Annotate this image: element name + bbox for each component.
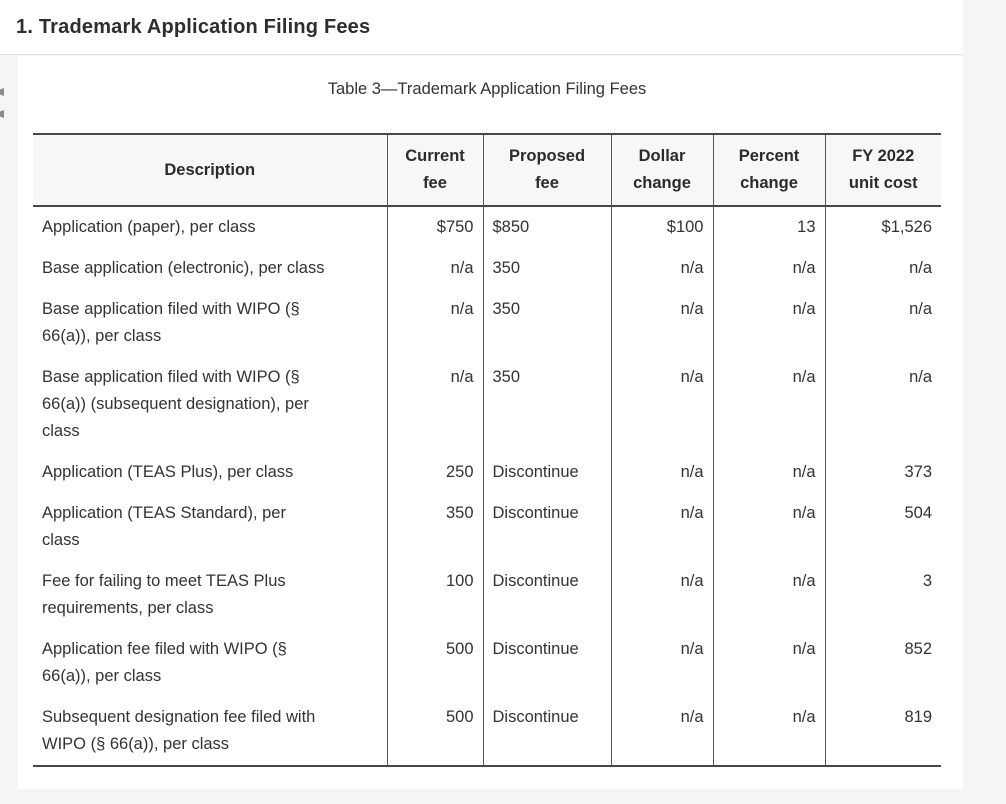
fee-table-header <box>33 134 941 206</box>
table-row <box>33 248 941 289</box>
section-heading: 1. Trademark Application Filing Fees <box>16 16 371 38</box>
cell-proposed_fee: Discontinue <box>483 629 611 697</box>
column-header-dollar_change: Dollar change <box>611 134 713 206</box>
cell-dollar_change: n/a <box>611 493 713 561</box>
left-edge-arrow-icon <box>0 88 4 96</box>
cell-current_fee: 100 <box>387 561 483 629</box>
cell-description: Application (paper), per class <box>42 218 256 236</box>
cell-percent_change: n/a <box>713 697 825 766</box>
column-header-proposed_fee: Proposed fee <box>483 134 611 206</box>
cell-percent_change: n/a <box>713 452 825 493</box>
cell-dollar_change: n/a <box>611 248 713 289</box>
cell-description: Application (TEAS Standard), per class <box>42 504 286 549</box>
table-row <box>33 493 941 561</box>
table-row <box>33 697 941 766</box>
fee-table-body <box>33 206 941 766</box>
cell-proposed_fee: Discontinue <box>483 561 611 629</box>
cell-proposed_fee: Discontinue <box>483 493 611 561</box>
cell-description: Fee for failing to meet TEAS Plus requirements, per class <box>42 572 286 617</box>
left-edge-arrow-icon <box>0 110 4 118</box>
column-header-description: Description <box>33 134 387 206</box>
column-header-current_fee: Current fee <box>387 134 483 206</box>
cell-description: Subsequent designation fee filed with WIPO (§ 66(a)), per class <box>42 708 316 753</box>
cell-fy2022_unit_cost: 373 <box>825 452 941 493</box>
cell-percent_change: n/a <box>713 561 825 629</box>
cell-current_fee: 500 <box>387 629 483 697</box>
cell-proposed_fee: Discontinue <box>483 697 611 766</box>
cell-proposed_fee: 350 <box>483 289 611 357</box>
cell-current_fee: 500 <box>387 697 483 766</box>
cell-dollar_change: n/a <box>611 697 713 766</box>
cell-proposed_fee: $850 <box>483 206 611 248</box>
cell-current_fee: n/a <box>387 289 483 357</box>
cell-description: Base application filed with WIPO (§ 66(a)), per class <box>42 300 300 345</box>
cell-fy2022_unit_cost: 504 <box>825 493 941 561</box>
cell-dollar_change: n/a <box>611 629 713 697</box>
cell-dollar_change: n/a <box>611 357 713 452</box>
cell-description: Base application filed with WIPO (§ 66(a)) (subsequent designation), per class <box>42 368 309 440</box>
cell-dollar_change: n/a <box>611 561 713 629</box>
cell-description: Application fee filed with WIPO (§ 66(a)), per class <box>42 640 287 685</box>
cell-fy2022_unit_cost: 852 <box>825 629 941 697</box>
cell-fy2022_unit_cost: 819 <box>825 697 941 766</box>
table-caption: Table 3—Trademark Application Filing Fees <box>327 80 647 98</box>
table-row <box>33 206 941 248</box>
document-content-panel <box>18 56 963 789</box>
table-row <box>33 629 941 697</box>
cell-fy2022_unit_cost: $1,526 <box>825 206 941 248</box>
cell-current_fee: 250 <box>387 452 483 493</box>
cell-dollar_change: n/a <box>611 289 713 357</box>
cell-fy2022_unit_cost: n/a <box>825 357 941 452</box>
cell-proposed_fee: 350 <box>483 357 611 452</box>
cell-fy2022_unit_cost: 3 <box>825 561 941 629</box>
cell-description: Base application (electronic), per class <box>42 259 325 277</box>
table-row <box>33 452 941 493</box>
trademark-fee-table <box>33 133 941 767</box>
cell-dollar_change: n/a <box>611 452 713 493</box>
cell-current_fee: 350 <box>387 493 483 561</box>
cell-dollar_change: $100 <box>611 206 713 248</box>
cell-current_fee: n/a <box>387 357 483 452</box>
cell-fy2022_unit_cost: n/a <box>825 248 941 289</box>
cell-percent_change: n/a <box>713 493 825 561</box>
header-row <box>33 134 941 206</box>
section-header-band <box>0 0 963 55</box>
table-row <box>33 561 941 629</box>
cell-current_fee: n/a <box>387 248 483 289</box>
cell-percent_change: n/a <box>713 357 825 452</box>
cell-percent_change: 13 <box>713 206 825 248</box>
cell-percent_change: n/a <box>713 248 825 289</box>
cell-proposed_fee: Discontinue <box>483 452 611 493</box>
cell-percent_change: n/a <box>713 289 825 357</box>
cell-percent_change: n/a <box>713 629 825 697</box>
column-header-percent_change: Percent change <box>713 134 825 206</box>
cell-fy2022_unit_cost: n/a <box>825 289 941 357</box>
column-header-fy2022_unit_cost: FY 2022 unit cost <box>825 134 941 206</box>
cell-description: Application (TEAS Plus), per class <box>42 463 294 481</box>
cell-proposed_fee: 350 <box>483 248 611 289</box>
table-row <box>33 357 941 452</box>
table-row <box>33 289 941 357</box>
cell-current_fee: $750 <box>387 206 483 248</box>
